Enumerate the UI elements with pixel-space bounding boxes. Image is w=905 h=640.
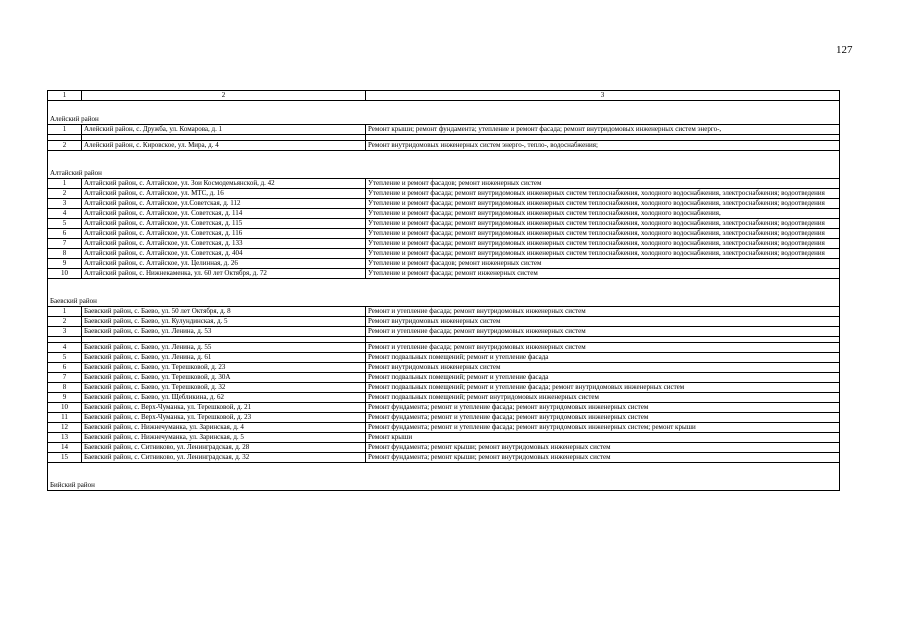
row-number-cell: 5 — [48, 353, 82, 363]
repair-table — [47, 90, 840, 491]
table-row — [48, 413, 840, 423]
row-number-cell: 8 — [48, 249, 82, 259]
address-cell: Алтайский район, с. Алтайское, ул. МТС, д. 16 — [82, 189, 366, 199]
works-cell: Утепление и ремонт фасада; ремонт внутридомовых инженерных систем теплоснабжения, холодного водоснабжения, — [366, 209, 840, 219]
section-spacer — [48, 151, 840, 169]
address-cell: Баевский район, с. Баево, ул. Щебликина, д. 62 — [82, 393, 366, 403]
table-row — [48, 343, 840, 353]
table-row — [48, 259, 840, 269]
table-row — [48, 239, 840, 249]
works-cell: Ремонт и утепление фасада; ремонт внутридомовых инженерных систем — [366, 307, 840, 317]
address-cell: Баевский район, с. Баево, ул. Терешковой, д. 23 — [82, 363, 366, 373]
works-cell: Ремонт фундамента; ремонт и утепление фасада; ремонт внутридомовых инженерных систем — [366, 413, 840, 423]
address-cell: Алтайский район, с. Алтайское, ул. Советская, д. 133 — [82, 239, 366, 249]
table-row — [48, 453, 840, 463]
section-spacer-cell — [48, 463, 840, 481]
row-number-cell: 4 — [48, 343, 82, 353]
row-number-cell: 2 — [48, 189, 82, 199]
row-number-cell: 3 — [48, 327, 82, 337]
table-row — [48, 393, 840, 403]
works-cell: Ремонт подвальных помещений; ремонт и утепление фасада — [366, 373, 840, 383]
works-cell: Утепление и ремонт фасада; ремонт внутридомовых инженерных систем теплоснабжения, холодного водоснабжения, электроснабжения; водоотведения — [366, 189, 840, 199]
works-cell: Ремонт внутридомовых инженерных систем — [366, 317, 840, 327]
column-number-2: 2 — [82, 91, 366, 101]
table-row — [48, 189, 840, 199]
address-cell: Баевский район, с. Ситниково, ул. Ленинградская, д. 32 — [82, 453, 366, 463]
table-row — [48, 443, 840, 453]
row-number-cell: 10 — [48, 269, 82, 279]
district-header-row — [48, 168, 840, 179]
works-cell: Утепление и ремонт фасада; ремонт инженерных систем — [366, 269, 840, 279]
row-number-cell: 1 — [48, 307, 82, 317]
section-spacer — [48, 463, 840, 481]
section-spacer-cell — [48, 279, 840, 297]
address-cell: Баевский район, с. Баево, ул. Ленина, д. 61 — [82, 353, 366, 363]
column-number-3: 3 — [366, 91, 840, 101]
row-number-cell: 9 — [48, 259, 82, 269]
row-number-cell: 11 — [48, 413, 82, 423]
address-cell: Алтайский район, с. Алтайское, ул. Целинная, д. 26 — [82, 259, 366, 269]
column-number-1: 1 — [48, 91, 82, 101]
address-cell: Баевский район, с. Баево, ул. Ленина, д. 53 — [82, 327, 366, 337]
table-row — [48, 141, 840, 151]
address-cell: Алтайский район, с. Алтайское, ул. Советская, д. 115 — [82, 219, 366, 229]
address-cell: Баевский район, с. Баево, ул. Терешковой, д. 32 — [82, 383, 366, 393]
address-cell: Баевский район, с. Нижнечуманка, ул. Заринская, д. 5 — [82, 433, 366, 443]
row-number-cell: 2 — [48, 317, 82, 327]
works-cell: Утепление и ремонт фасада; ремонт внутридомовых инженерных систем теплоснабжения, холодного водоснабжения, электроснабжения; водоотведения — [366, 239, 840, 249]
row-number-cell: 7 — [48, 373, 82, 383]
address-cell: Алтайский район, с. Алтайское, ул. Советская, д. 114 — [82, 209, 366, 219]
row-number-cell: 9 — [48, 393, 82, 403]
row-number-cell: 2 — [48, 141, 82, 151]
works-cell: Ремонт крыши — [366, 433, 840, 443]
table-row — [48, 199, 840, 209]
works-cell: Ремонт и утепление фасада; ремонт внутридомовых инженерных систем — [366, 343, 840, 353]
table-row — [48, 249, 840, 259]
table-row — [48, 423, 840, 433]
section-spacer — [48, 279, 840, 297]
address-cell: Баевский район, с. Нижнечуманка, ул. Заринская, д. 4 — [82, 423, 366, 433]
works-cell: Ремонт фундамента; ремонт крыши; ремонт внутридомовых инженерных систем — [366, 453, 840, 463]
works-cell: Ремонт внутридомовых инженерных систем — [366, 363, 840, 373]
works-cell: Ремонт подвальных помещений; ремонт и утепление фасада; ремонт внутридомовых инженерных систем — [366, 383, 840, 393]
address-cell: Алтайский район, с. Алтайское, ул. Советская, д. 404 — [82, 249, 366, 259]
table-row — [48, 433, 840, 443]
address-cell: Алтайский район, с. Алтайское, ул. Советская, д. 116 — [82, 229, 366, 239]
row-number-cell: 6 — [48, 363, 82, 373]
district-header-row — [48, 114, 840, 125]
page-number: 127 — [836, 44, 853, 56]
table-row — [48, 229, 840, 239]
repair-table-body — [48, 91, 840, 491]
address-cell: Баевский район, с. Верх-Чуманка, ул. Терешковой, д. 23 — [82, 413, 366, 423]
row-number-cell: 15 — [48, 453, 82, 463]
address-cell: Алтайский район, с. Нижнекаменка, ул. 60 лет Октября, д. 72 — [82, 269, 366, 279]
table-row — [48, 317, 840, 327]
row-number-cell: 3 — [48, 199, 82, 209]
row-number-cell: 1 — [48, 125, 82, 135]
table-row — [48, 269, 840, 279]
address-cell: Алейский район, с. Кировское, ул. Мира, д. 4 — [82, 141, 366, 151]
section-spacer — [48, 101, 840, 115]
district-title: Алтайский район — [48, 168, 840, 179]
row-number-cell: 7 — [48, 239, 82, 249]
works-cell: Ремонт и утепление фасада; ремонт внутридомовых инженерных систем — [366, 327, 840, 337]
works-cell: Утепление и ремонт фасада; ремонт внутридомовых инженерных систем теплоснабжения, холодного водоснабжения, электроснабжения; водоотведения — [366, 199, 840, 209]
address-cell: Баевский район, с. Баево, ул. Ленина, д. 55 — [82, 343, 366, 353]
works-cell: Ремонт фундамента; ремонт и утепление фасада; ремонт внутридомовых инженерных систем; ремонт крыши — [366, 423, 840, 433]
works-cell: Утепление и ремонт фасадов; ремонт инженерных систем — [366, 259, 840, 269]
address-cell: Баевский район, с. Баево, ул. Кулундинская, д. 5 — [82, 317, 366, 327]
works-cell: Утепление и ремонт фасада; ремонт внутридомовых инженерных систем теплоснабжения, холодного водоснабжения, электроснабжения; водоотведения — [366, 229, 840, 239]
works-cell: Утепление и ремонт фасадов; ремонт инженерных систем — [366, 179, 840, 189]
works-cell: Ремонт внутридомовых инженерных систем энерго-, тепло-, водоснабжения; — [366, 141, 840, 151]
address-cell: Баевский район, с. Баево, ул. 50 лет Октября, д. 8 — [82, 307, 366, 317]
row-number-cell: 1 — [48, 179, 82, 189]
address-cell: Алтайский район, с. Алтайское, ул.Советская, д. 112 — [82, 199, 366, 209]
table-row — [48, 327, 840, 337]
works-cell: Ремонт фундамента; ремонт и утепление фасада; ремонт внутридомовых инженерных систем — [366, 403, 840, 413]
row-number-cell: 6 — [48, 229, 82, 239]
table-row — [48, 353, 840, 363]
row-number-cell: 5 — [48, 219, 82, 229]
row-number-cell: 14 — [48, 443, 82, 453]
repair-table-container — [47, 90, 839, 491]
works-cell: Утепление и ремонт фасада; ремонт внутридомовых инженерных систем теплоснабжения, холодного водоснабжения, электроснабжения; водоотведения — [366, 219, 840, 229]
address-cell: Алейский район, с. Дружба, ул. Комарова, д. 1 — [82, 125, 366, 135]
row-number-cell: 12 — [48, 423, 82, 433]
table-row — [48, 179, 840, 189]
table-row — [48, 373, 840, 383]
row-number-cell: 10 — [48, 403, 82, 413]
table-row — [48, 209, 840, 219]
table-row — [48, 403, 840, 413]
table-row — [48, 383, 840, 393]
table-row — [48, 363, 840, 373]
table-row — [48, 125, 840, 135]
works-cell: Ремонт крыши; ремонт фундамента; утепление и ремонт фасада; ремонт внутридомовых инженерных систем энерго-, — [366, 125, 840, 135]
works-cell: Утепление и ремонт фасада; ремонт внутридомовых инженерных систем теплоснабжения, холодного водоснабжения, электроснабжения; водоотведения — [366, 249, 840, 259]
row-number-cell: 13 — [48, 433, 82, 443]
district-title: Бийский район — [48, 480, 840, 491]
section-spacer-cell — [48, 151, 840, 169]
address-cell: Баевский район, с. Верх-Чуманка, ул. Терешковой, д. 21 — [82, 403, 366, 413]
address-cell: Баевский район, с. Баево, ул. Терешковой, д. 30А — [82, 373, 366, 383]
address-cell: Алтайский район, с. Алтайское, ул. Зои Космодемьянской, д. 42 — [82, 179, 366, 189]
works-cell: Ремонт фундамента; ремонт крыши; ремонт внутридомовых инженерных систем — [366, 443, 840, 453]
section-spacer-cell — [48, 101, 840, 115]
works-cell: Ремонт подвальных помещений; ремонт и утепление фасада — [366, 353, 840, 363]
district-header-row — [48, 480, 840, 491]
works-cell: Ремонт подвальных помещений; ремонт внутридомовых инженерных систем — [366, 393, 840, 403]
table-row — [48, 307, 840, 317]
district-header-row — [48, 296, 840, 307]
district-title: Баевский район — [48, 296, 840, 307]
district-title: Алейский район — [48, 114, 840, 125]
row-number-cell: 8 — [48, 383, 82, 393]
table-row — [48, 219, 840, 229]
column-number-row — [48, 91, 840, 101]
address-cell: Баевский район, с. Ситниково, ул. Ленинградская, д. 28 — [82, 443, 366, 453]
row-number-cell: 4 — [48, 209, 82, 219]
